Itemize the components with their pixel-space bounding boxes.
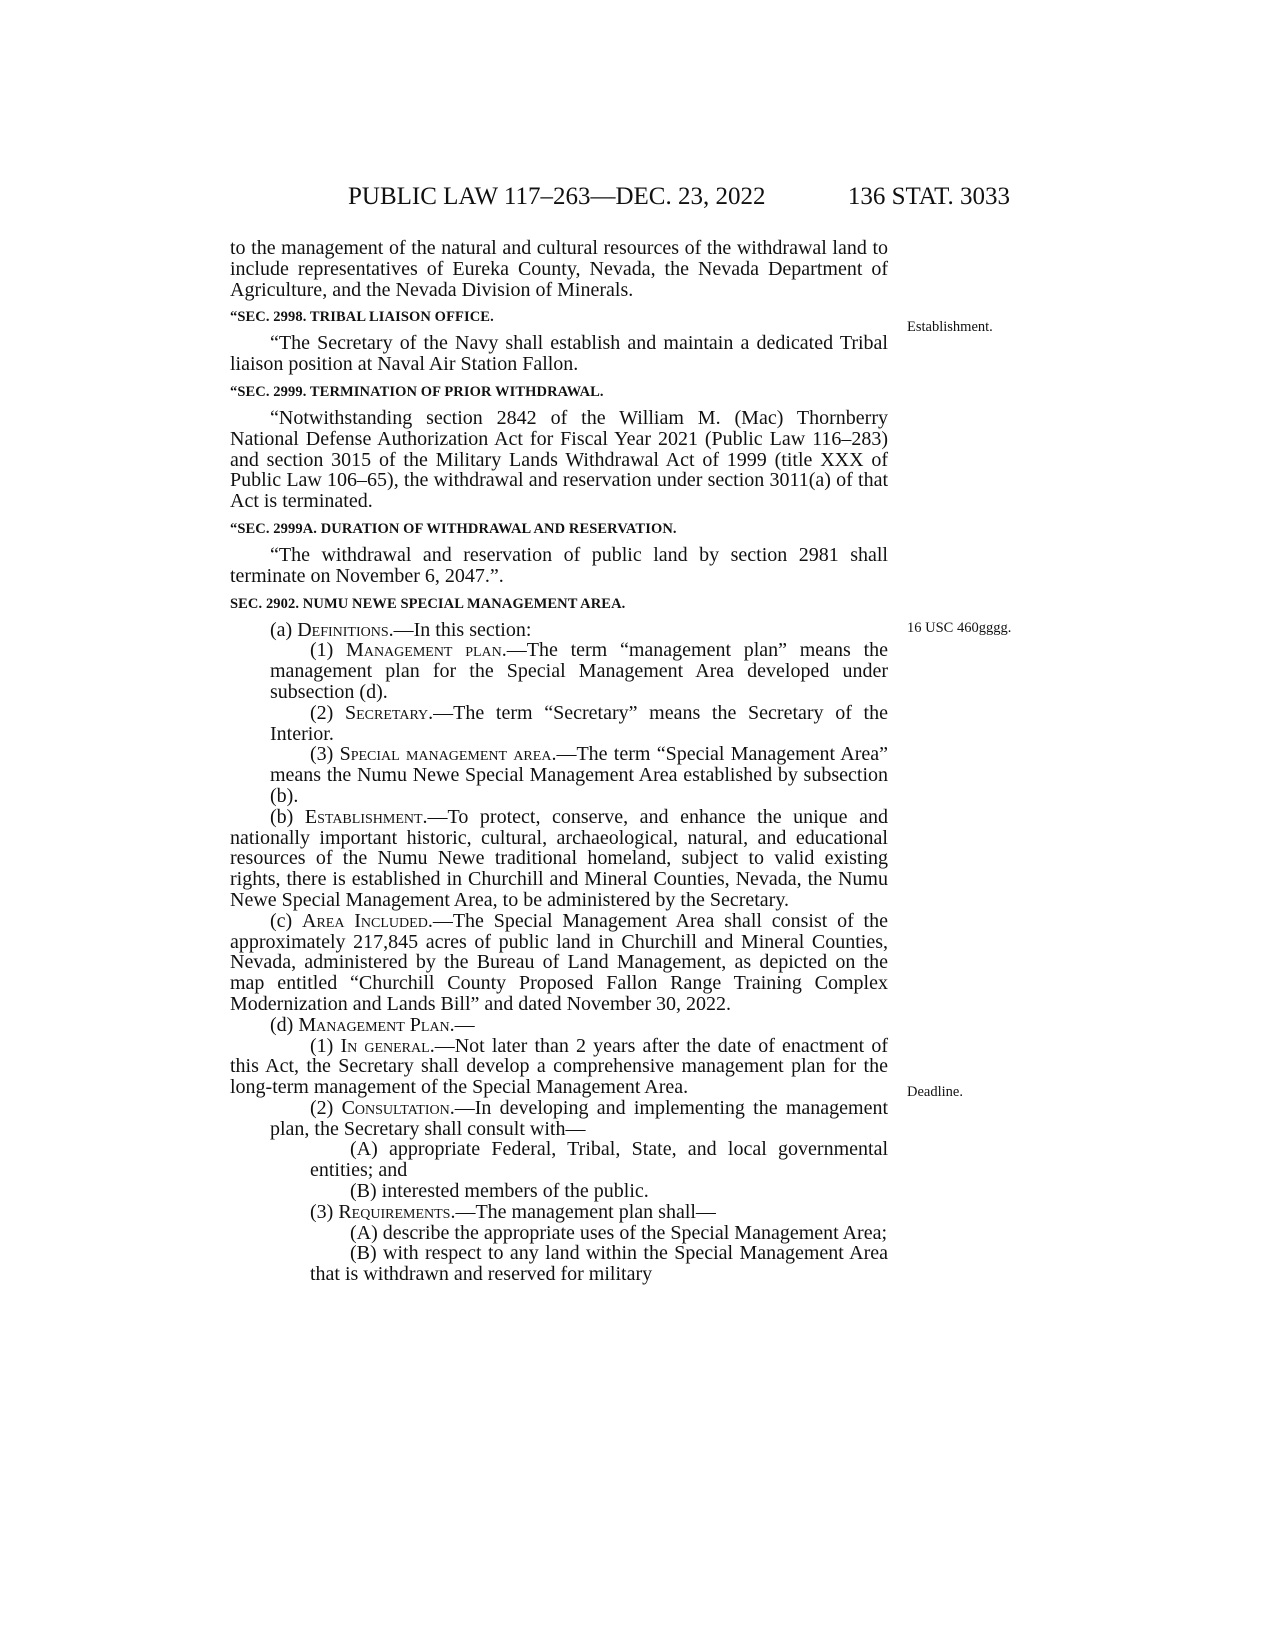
section-2999a-heading: “SEC. 2999A. DURATION OF WITHDRAWAL AND RESERVATION. [230,520,677,537]
paragraph-a1 [230,640,888,702]
subsection-a-text: .—In this section: [388,618,532,641]
running-head-title: PUBLIC LAW 117–263—DEC. 23, 2022 [348,183,766,210]
subparagraph-d2a: (A) appropriate Federal, Tribal, State, and local governmental entities; and [310,1138,888,1182]
section-2999-text: “Notwithstanding section 2842 of the William M. (Mac) Thornberry National Defense Authorization Act for Fiscal Year 2021 (Public Law 116–283) and section 3015 of the Military Lands Withdrawal Act of 1999 (title XXX of Public Law 106–65), the withdrawal and reservation under section 3011(a) of that Act is terminated. [230,406,888,513]
paragraph-a3-lead: (3) [310,743,340,766]
paragraph-a3-heading: Special management area [339,743,552,766]
statute-page-number: 136 STAT. 3033 [847,183,1010,210]
paragraph-d3 [230,1202,888,1223]
paragraph-a3 [230,744,888,806]
statute-text [230,238,888,1285]
subsection-c-text: .—The Special Management Area shall consist of the approximately 217,845 acres of public land in Churchill and Mineral Counties, Nevada, administered by the Bureau of Land Management, as depicted on the map entitled “Churchill County Proposed Fallon Range Training Complex Modernization and Lands Bill” and dated November 30, 2022. [230,909,888,1015]
margin-note-usc-citation: 16 USC 460gggg. [907,620,1012,636]
paragraph-d1-lead: (1) [310,1034,341,1057]
paragraph-d1-heading: In general [340,1034,430,1057]
paragraph-a1-text: .—The term “management plan” means the management plan for the Special Management Area developed under subsection (d). [270,639,888,703]
paragraph-a3-text: .—The term “Special Management Area” means the Numu Newe Special Management Area established by subsection (b). [270,743,888,807]
paragraph-a2-lead: (2) [310,701,345,724]
paragraph-d1 [230,1036,888,1098]
paragraph-a1-lead: (1) [310,639,347,662]
paragraph-d3-heading: Requirements [338,1200,451,1223]
page-header [230,180,1010,214]
subsection-d-lead: (d) [270,1013,299,1036]
subsection-d [230,1015,888,1036]
margin-note-deadline: Deadline. [907,1084,963,1100]
paragraph-a2-text: .—The term “Secretary” means the Secretary of the Interior. [270,701,888,745]
section-2999a-text: “The withdrawal and reservation of public land by section 2981 shall terminate on November 6, 2047.”. [230,543,888,587]
continued-paragraph: to the management of the natural and cultural resources of the withdrawal land to include representatives of Eureka County, Nevada, the Nevada Department of Agriculture, and the Nevada Division of Minerals. [230,237,888,301]
subparagraph-d3b: (B) with respect to any land within the Special Management Area that is withdrawn and reserved for military [310,1242,888,1286]
subsection-c-lead: (c) [270,909,303,932]
subsection-b [230,807,888,911]
subsection-c-heading: Area Included [302,909,428,932]
subsection-d-text: .— [449,1013,475,1036]
section-2999-heading: “SEC. 2999. TERMINATION OF PRIOR WITHDRAWAL. [230,383,604,400]
section-2902-heading: SEC. 2902. NUMU NEWE SPECIAL MANAGEMENT AREA. [230,595,626,612]
section-2998-text: “The Secretary of the Navy shall establish and maintain a dedicated Tribal liaison position at Naval Air Station Fallon. [230,332,888,376]
subsection-b-text: .—To protect, conserve, and enhance the unique and nationally important historic, cultural, archaeological, natural, and educational resources of the Numu Newe traditional homeland, subject to valid existing rights, there is established in Churchill and Mineral Counties, Nevada, the Numu Newe Special Management Area, to be administered by the Secretary. [230,805,888,911]
margin-note-establishment: Establishment. [907,319,993,335]
paragraph-d2-heading: Consultation [341,1096,450,1119]
subsection-c [230,911,888,1015]
paragraph-d3-text: .—The management plan shall— [450,1200,716,1223]
section-2998-heading: “SEC. 2998. TRIBAL LIAISON OFFICE. [230,309,494,326]
paragraph-a1-heading: Management plan [346,639,502,662]
paragraph-d3-lead: (3) [310,1200,339,1223]
subparagraph-d2b: (B) interested members of the public. [350,1180,649,1203]
paragraph-d2-lead: (2) [310,1096,342,1119]
subparagraph-d3a: (A) describe the appropriate uses of the Special Management Area; [350,1221,888,1244]
paragraph-d1-text: .—Not later than 2 years after the date of enactment of this Act, the Secretary shall develop a comprehensive management plan for the long-term management of the Special Management Area. [230,1034,888,1099]
subsection-b-heading: Establishment [304,805,423,828]
paragraph-d2-text: .—In developing and implementing the management plan, the Secretary shall consult with— [270,1096,888,1140]
subsection-b-lead: (b) [270,805,305,828]
subsection-d-heading: Management Plan [298,1013,450,1036]
subsection-a-heading: Definitions [297,618,389,641]
paragraph-a2 [230,703,888,745]
paragraph-a2-heading: Secretary [345,701,429,724]
subsection-a-lead: (a) [270,618,298,641]
subsection-a [230,620,888,641]
paragraph-d2 [230,1098,888,1140]
